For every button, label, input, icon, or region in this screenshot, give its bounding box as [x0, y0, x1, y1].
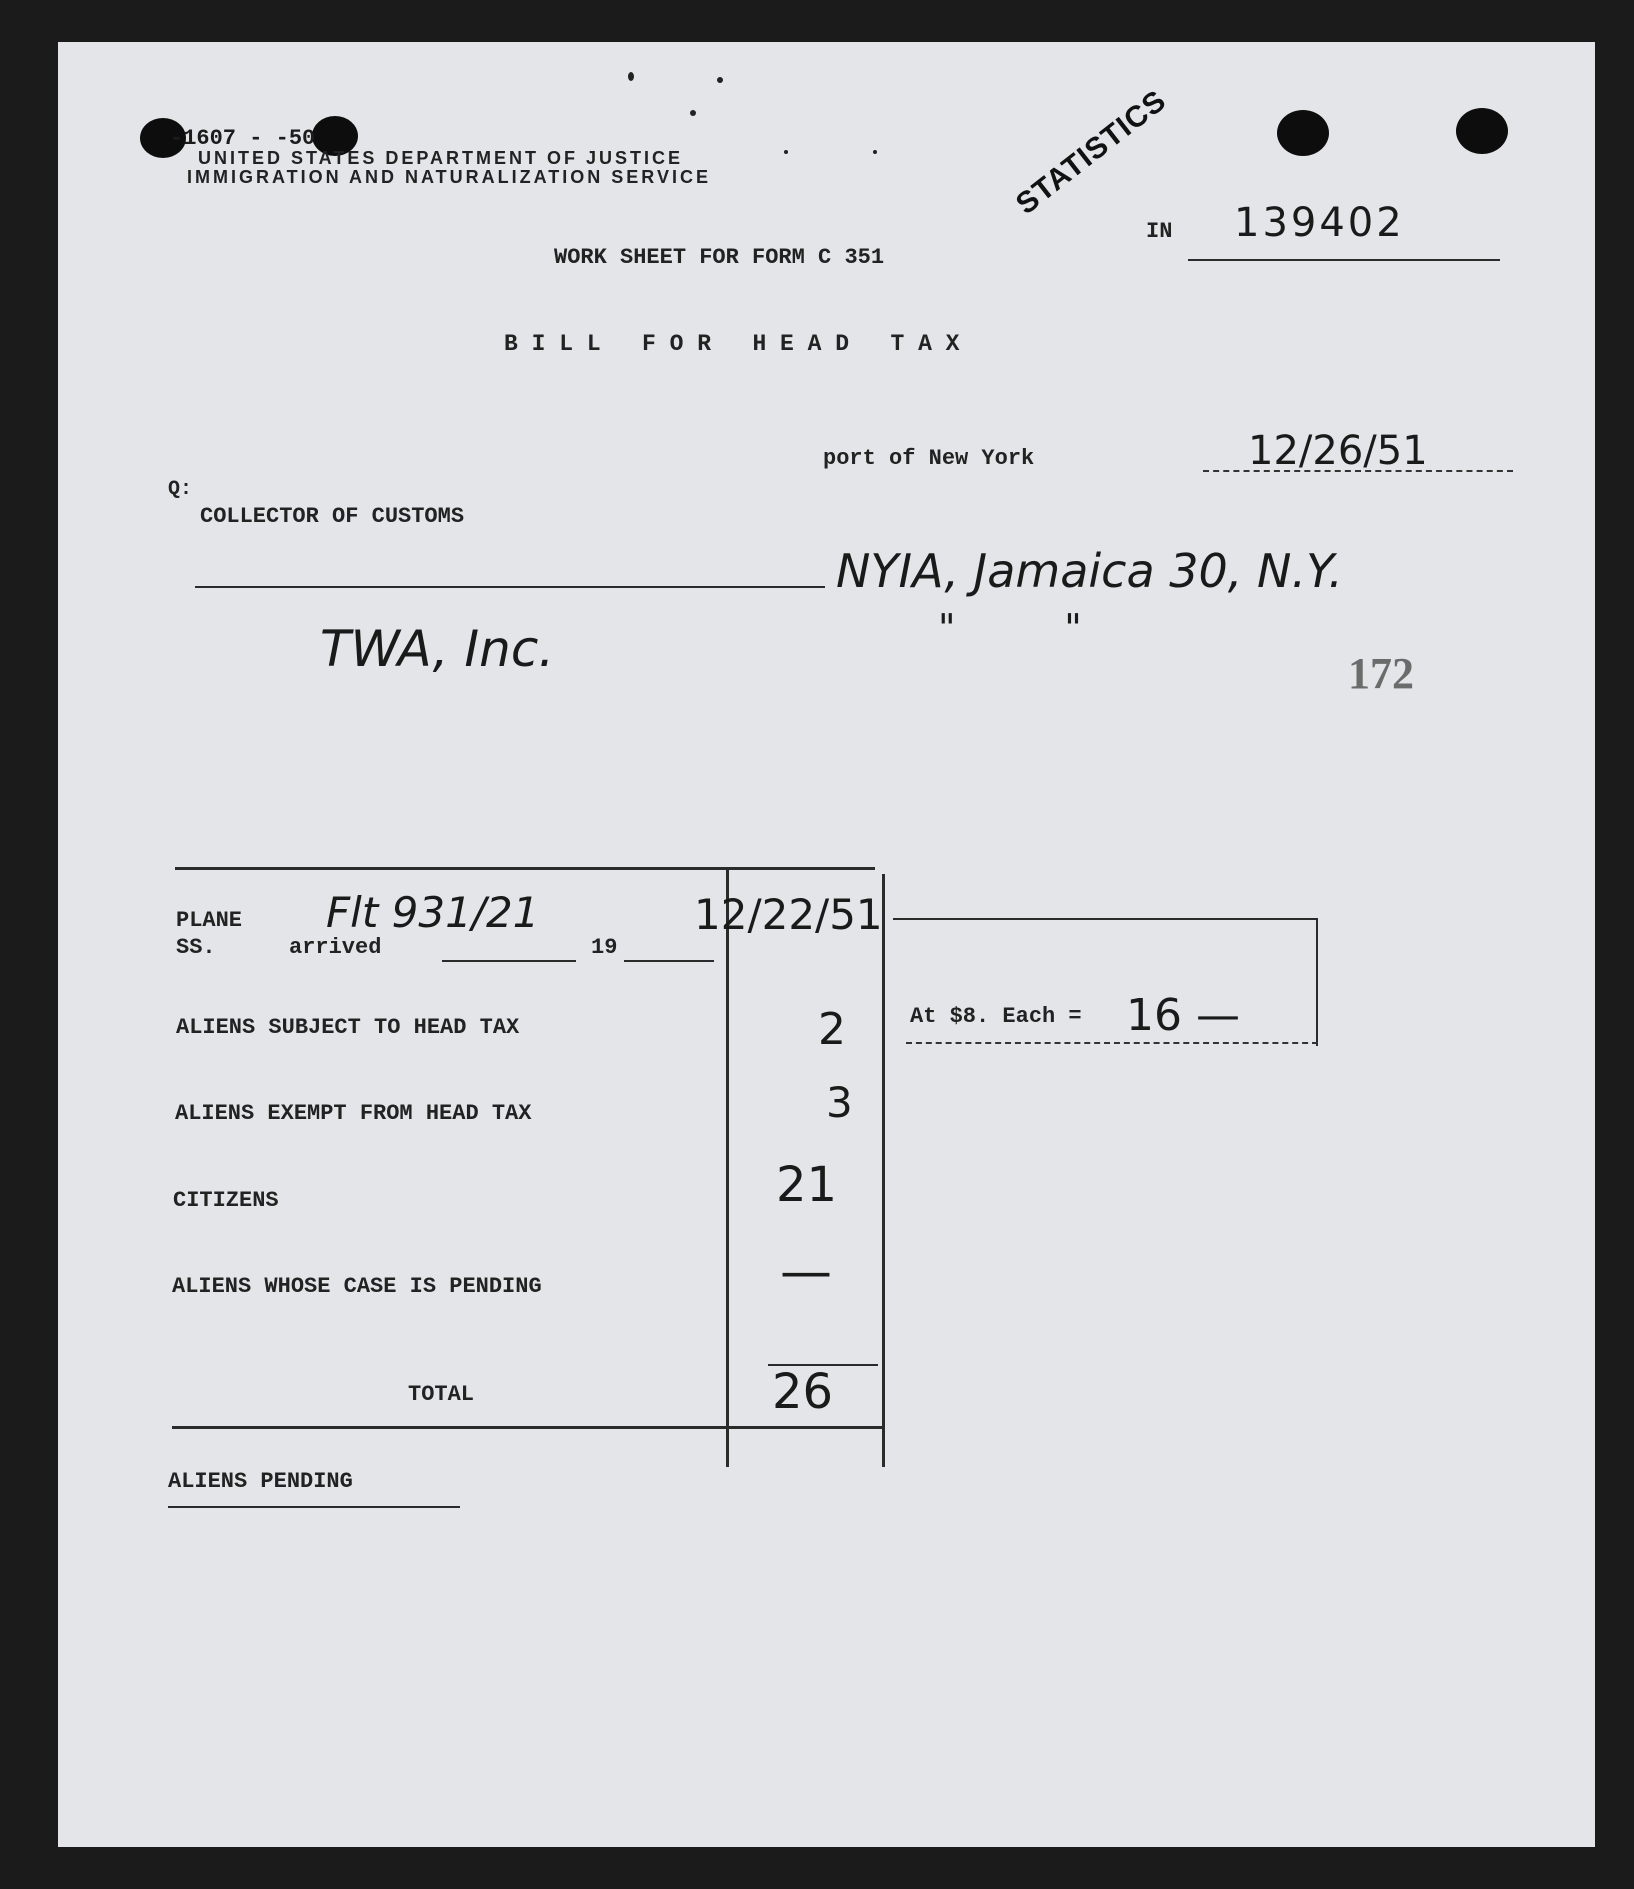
statistics-stamp: STATISTICS — [1010, 83, 1173, 222]
bill-title: B I L L F O R H E A D T A X — [504, 331, 960, 357]
rate-amount: 16 — — [1126, 990, 1240, 1041]
date-underline — [1203, 470, 1513, 472]
speck — [784, 150, 788, 154]
row-value-pending: — — [780, 1242, 832, 1302]
port-label: port of New York — [823, 446, 1035, 471]
arrived-label: arrived — [289, 935, 382, 960]
in-number-underline — [1188, 259, 1500, 261]
flight-handwritten: Flt 931/21 — [326, 888, 540, 937]
stamp-number: 172 — [1348, 649, 1414, 698]
rate-box-top — [893, 918, 1318, 920]
row-label-pending: ALIENS WHOSE CASE IS PENDING — [172, 1274, 542, 1299]
speck — [690, 110, 696, 116]
row-label-subject: ALIENS SUBJECT TO HEAD TAX — [176, 1015, 520, 1040]
plane-label: PLANE — [176, 908, 243, 933]
speck — [717, 77, 723, 83]
year-prefix: 19 — [591, 935, 618, 960]
aliens-pending-label: ALIENS PENDING — [168, 1469, 353, 1494]
year-line — [624, 960, 714, 962]
rate-label: At $8. Each = — [910, 1004, 1082, 1029]
in-label: IN — [1146, 219, 1173, 244]
row-label-citizens: CITIZENS — [173, 1188, 279, 1213]
rate-box-bottom — [906, 1042, 1318, 1044]
total-value: 26 — [772, 1364, 834, 1420]
speck — [873, 150, 877, 154]
ditto-marks: " " — [938, 606, 1082, 650]
collector-label: COLLECTOR OF CUSTOMS — [200, 504, 465, 529]
arrived-line — [442, 960, 576, 962]
ss-label: SS. — [176, 935, 216, 960]
arrival-date-handwritten: 12/22/51 — [694, 890, 883, 939]
agency-line-2: IMMIGRATION AND NATURALIZATION SERVICE — [187, 167, 711, 187]
row-value-exempt: 3 — [826, 1078, 853, 1127]
collector-line — [195, 586, 825, 588]
speck — [628, 72, 634, 81]
document-page — [58, 42, 1595, 1847]
carrier-handwritten: TWA, Inc. — [320, 620, 555, 678]
table-top-rule — [175, 867, 875, 870]
work-sheet-title: WORK SHEET FOR FORM C 351 — [554, 245, 885, 270]
row-value-citizens: 21 — [776, 1157, 838, 1213]
aliens-pending-underline — [168, 1506, 460, 1508]
punch-hole — [1456, 108, 1508, 154]
rate-box-right — [1316, 918, 1318, 1046]
total-label: TOTAL — [408, 1382, 475, 1407]
table-bottom-rule — [172, 1426, 885, 1429]
row-label-exempt: ALIENS EXEMPT FROM HEAD TAX — [175, 1101, 532, 1126]
punch-hole — [1277, 110, 1329, 156]
table-col-divider-left — [726, 867, 729, 1467]
table-col-divider-right — [882, 874, 885, 1467]
location-handwritten: NYIA, Jamaica 30, N.Y. — [836, 544, 1343, 598]
to-label: Q: — [168, 478, 193, 501]
row-value-subject: 2 — [818, 1004, 846, 1055]
file-number: -1607 - -50 — [170, 126, 316, 151]
in-number: 139402 — [1234, 200, 1405, 246]
agency-line-1: UNITED STATES DEPARTMENT OF JUSTICE — [198, 148, 684, 168]
bill-date: 12/26/51 — [1248, 428, 1428, 474]
